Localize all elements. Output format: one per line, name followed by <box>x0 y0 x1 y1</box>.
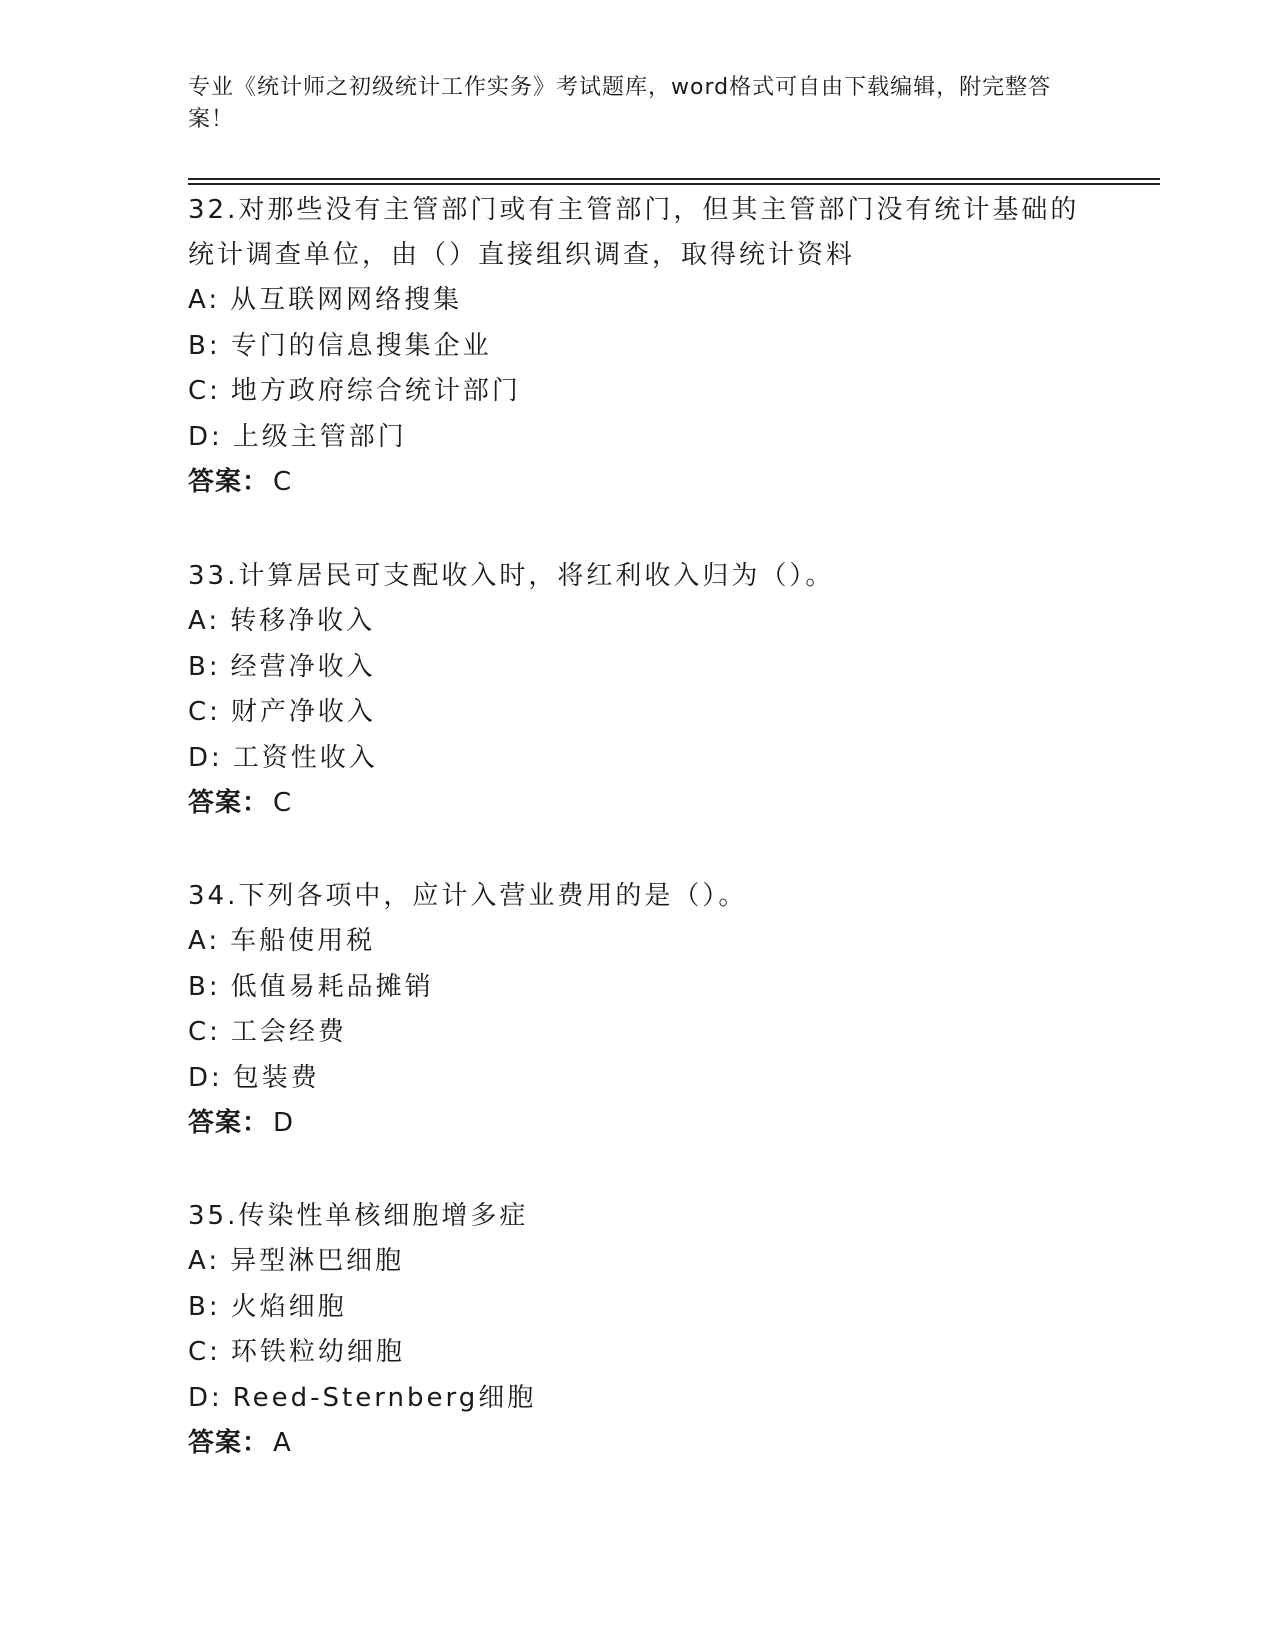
answer-line <box>188 1421 1088 1467</box>
answer-label: 答案： <box>188 1108 270 1138</box>
question-stem: 33.计算居民可支配收入时，将红利收入归为（）。 <box>188 561 835 591</box>
option-a <box>188 599 1088 645</box>
question-stem: 32.对那些没有主管部门或有主管部门，但其主管部门没有统计基础的统计调查单位，由（）直接组织调查，取得统计资料 <box>188 195 1080 270</box>
option-letter: C: <box>188 376 221 406</box>
question-32 <box>188 188 1088 506</box>
option-d <box>188 736 1088 782</box>
option-text: 工会经费 <box>230 1017 347 1047</box>
option-a <box>188 1239 1088 1285</box>
option-letter: A: <box>188 285 221 315</box>
option-letter: A: <box>188 926 221 956</box>
question-33 <box>188 554 1088 827</box>
option-d <box>188 1376 1088 1422</box>
option-b <box>188 324 1088 370</box>
option-text: Reed-Sternberg细胞 <box>232 1382 537 1413</box>
header-divider-top <box>188 178 1160 180</box>
answer-label: 答案： <box>188 467 270 497</box>
option-text: 包装费 <box>232 1062 320 1093</box>
answer-value: C <box>273 788 293 818</box>
option-text: 专门的信息搜集企业 <box>230 330 492 361</box>
option-letter: B: <box>188 330 221 361</box>
option-text: 低值易耗品摊销 <box>230 971 434 1002</box>
option-b <box>188 965 1088 1011</box>
option-letter: B: <box>188 1291 221 1322</box>
question-stem: 35.传染性单核细胞增多症 <box>188 1201 529 1231</box>
option-a <box>188 919 1088 965</box>
option-letter: B: <box>188 971 221 1002</box>
option-c <box>188 1330 1088 1376</box>
option-letter: C: <box>188 697 221 727</box>
option-c <box>188 369 1088 415</box>
option-text: 环铁粒幼细胞 <box>230 1337 405 1367</box>
option-text: 地方政府综合统计部门 <box>230 376 521 406</box>
option-text: 经营净收入 <box>230 651 376 682</box>
option-text: 车船使用税 <box>230 926 376 956</box>
option-c <box>188 690 1088 736</box>
document-header: 专业《统计师之初级统计工作实务》考试题库，word格式可自由下载编辑，附完整答案！ <box>188 75 1052 132</box>
option-text: 从互联网网络搜集 <box>230 285 463 315</box>
option-text: 财产净收入 <box>230 697 376 727</box>
option-letter: D: <box>188 742 223 773</box>
answer-line <box>188 1101 1088 1147</box>
option-d <box>188 1056 1088 1102</box>
option-letter: C: <box>188 1017 221 1047</box>
header-divider-bottom <box>188 183 1160 185</box>
option-text: 异型淋巴细胞 <box>230 1246 405 1276</box>
option-text: 火焰细胞 <box>230 1291 347 1322</box>
option-b <box>188 645 1088 691</box>
answer-value: A <box>273 1428 292 1458</box>
answer-label: 答案： <box>188 1428 270 1458</box>
answer-label: 答案： <box>188 788 270 818</box>
option-text: 转移净收入 <box>230 606 376 636</box>
answer-value: D <box>273 1108 295 1138</box>
option-text: 上级主管部门 <box>232 421 407 452</box>
option-c <box>188 1010 1088 1056</box>
option-letter: D: <box>188 1062 223 1093</box>
answer-line <box>188 460 1088 506</box>
answer-value: C <box>273 467 293 497</box>
option-text: 工资性收入 <box>232 742 378 773</box>
answer-line <box>188 781 1088 827</box>
question-35 <box>188 1194 1088 1467</box>
option-letter: C: <box>188 1337 221 1367</box>
option-letter: B: <box>188 651 221 682</box>
option-letter: A: <box>188 606 221 636</box>
option-letter: A: <box>188 1246 221 1276</box>
option-d <box>188 415 1088 461</box>
option-a <box>188 278 1088 324</box>
option-letter: D: <box>188 1382 223 1413</box>
option-letter: D: <box>188 421 223 452</box>
option-b <box>188 1285 1088 1331</box>
question-stem: 34.下列各项中，应计入营业费用的是（）。 <box>188 881 748 911</box>
question-34 <box>188 874 1088 1147</box>
